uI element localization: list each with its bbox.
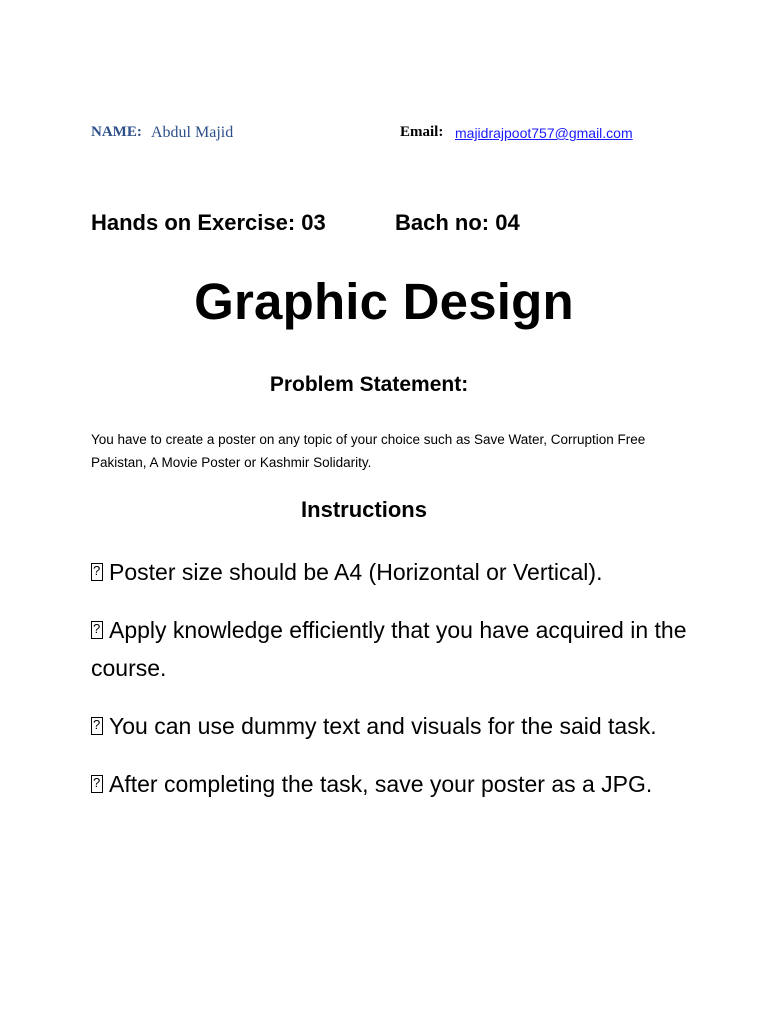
missing-glyph-box-icon: [91, 775, 103, 793]
missing-glyph-box-icon: [91, 563, 103, 581]
instructions-heading: Instructions: [301, 497, 427, 522]
page-title: Graphic Design: [194, 273, 574, 330]
exercise-row: [91, 210, 591, 240]
instruction-text: Poster size should be A4 (Horizontal or Vertical).: [109, 559, 603, 585]
header-row: [91, 124, 691, 146]
name-value: Abdul Majid: [151, 124, 234, 141]
missing-glyph-box-icon: [91, 717, 103, 735]
instruction-item: [91, 707, 691, 745]
instructions-list: [91, 553, 691, 823]
email-label: Email:: [400, 124, 444, 140]
missing-glyph-box-icon: [91, 621, 103, 639]
instruction-text: Apply knowledge efficiently that you have acquired in the course.: [91, 617, 687, 681]
instruction-item: [91, 765, 691, 803]
problem-statement-heading: Problem Statement:: [269, 373, 469, 396]
instruction-text: You can use dummy text and visuals for the said task.: [109, 713, 657, 739]
exercise-label: Hands on Exercise: 03: [91, 210, 326, 235]
name-label: NAME:: [91, 124, 142, 140]
instruction-item: [91, 553, 691, 591]
instruction-text: After completing the task, save your poster as a JPG.: [109, 771, 653, 797]
problem-statement-text: You have to create a poster on any topic of your choice such as Save Water, Corruption Free Pakistan, A Movie Poster or Kashmir Solidarity.: [91, 432, 646, 470]
instruction-item: [91, 611, 691, 687]
email-link[interactable]: majidrajpoot757@gmail.com: [455, 125, 633, 141]
bach-label: Bach no: 04: [395, 210, 520, 235]
